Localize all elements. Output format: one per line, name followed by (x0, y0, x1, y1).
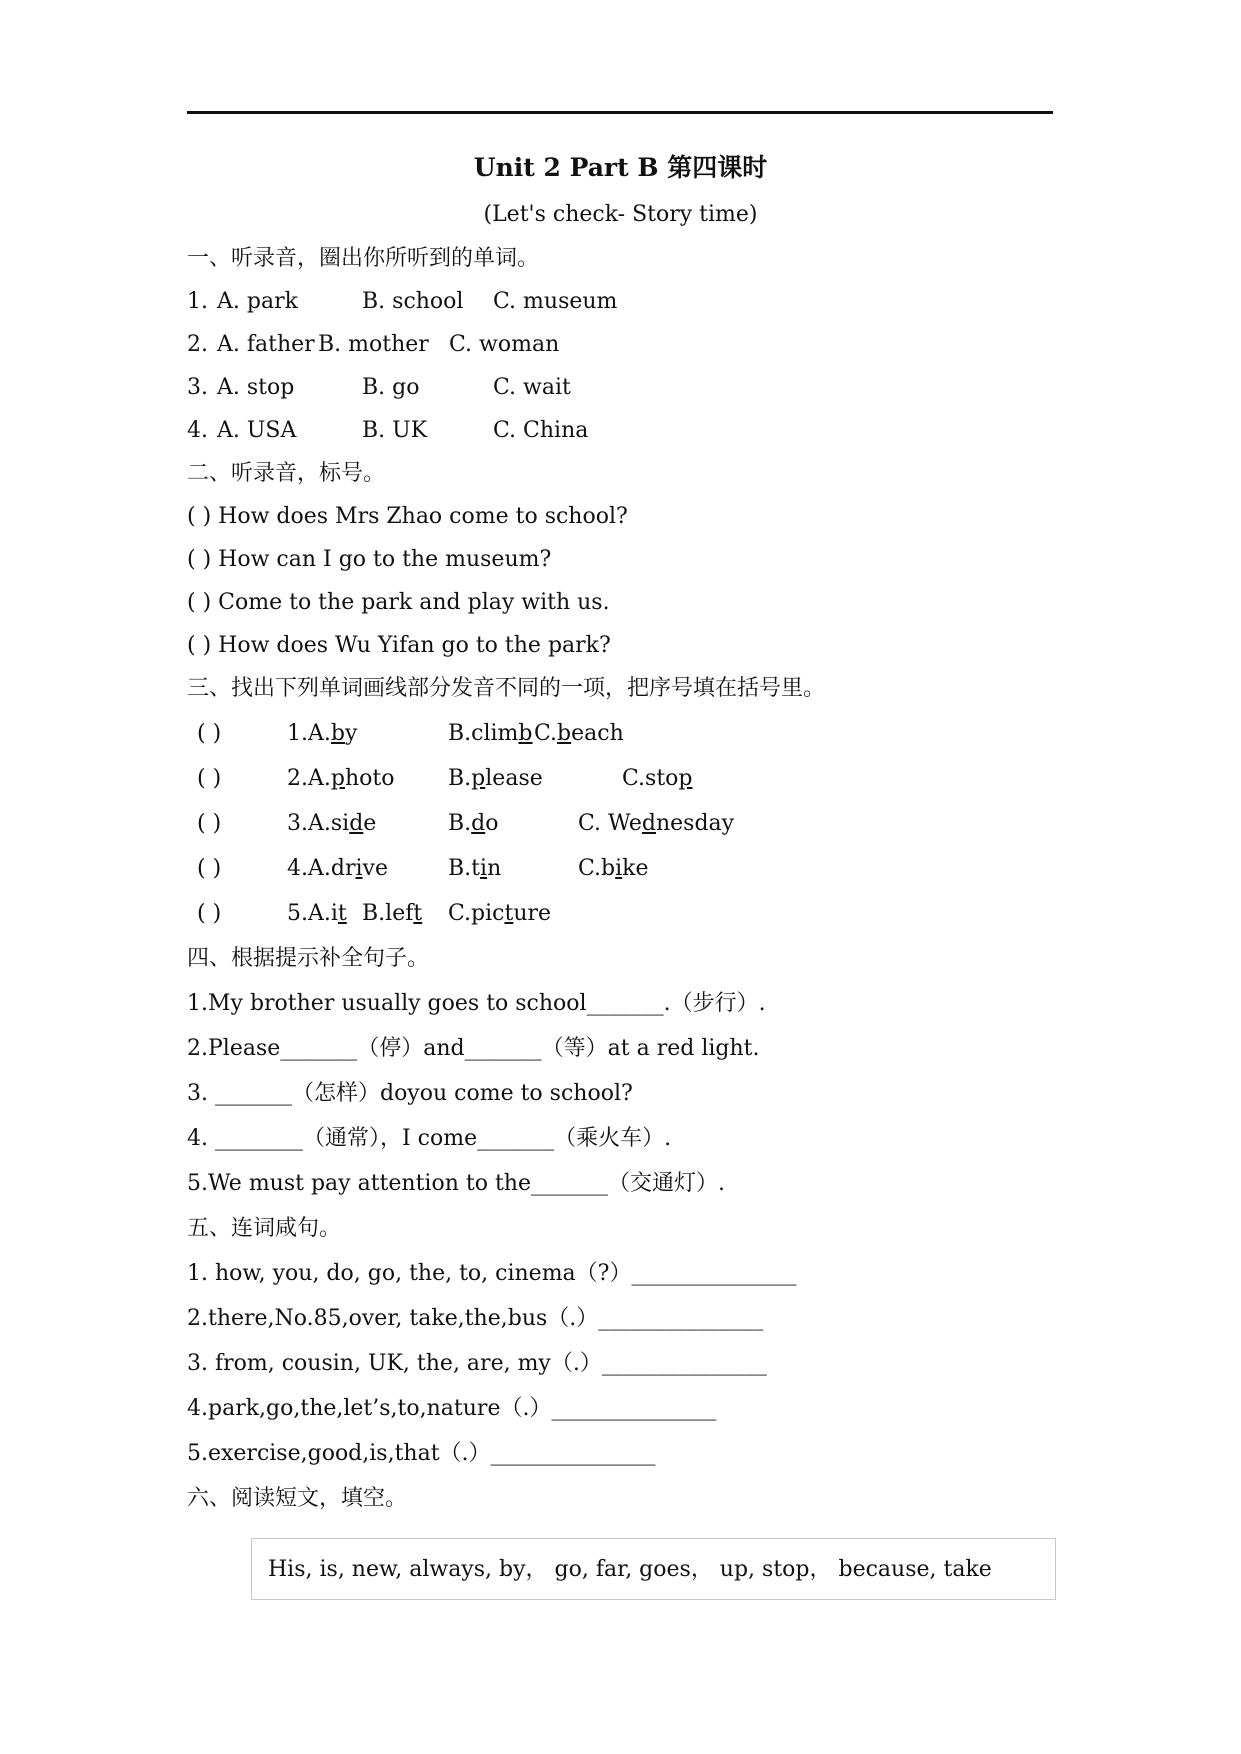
word-bank-box (251, 1538, 1056, 1600)
page-title: Unit 2 Part B 第四课时 (473, 153, 768, 182)
option-b: B.please (448, 766, 543, 791)
section-5-item: 1. how, you, do, go, the, to, cinema（?）_______________ (187, 1261, 797, 1286)
section-2-item: ( ) How does Wu Yifan go to the park? (187, 633, 611, 658)
section-5-item: 5.exercise,good,is,that（.）_______________ (187, 1441, 656, 1466)
option-c: C. Wednesday (578, 811, 735, 836)
item-number: 3. (187, 375, 208, 400)
option-a: A. father (217, 332, 315, 357)
option-c: C. wait (493, 375, 571, 400)
option-a: 5.A.it (287, 901, 347, 926)
section-4-heading: 四、根据提示补全句子。 (187, 946, 430, 971)
item-number: 2. (187, 332, 208, 357)
option-c: C. museum (493, 289, 618, 314)
item-number: 4. (187, 418, 208, 443)
option-a: A. USA (217, 418, 297, 443)
section-5-item: 3. from, cousin, UK, the, are, my（.）_______________ (187, 1351, 767, 1376)
option-a: 1.A.by (287, 721, 358, 746)
section-2-item: ( ) How does Mrs Zhao come to school? (187, 504, 628, 529)
item-number: 1. (187, 289, 208, 314)
answer-parentheses: ( ) (197, 721, 222, 746)
answer-parentheses: ( ) (197, 901, 222, 926)
option-b: B.left (362, 901, 423, 926)
answer-parentheses: ( ) (197, 811, 222, 836)
section-4-item: 4. ________（通常），I come_______（乘火车）. (187, 1126, 672, 1151)
section-6-heading: 六、阅读短文，填空。 (187, 1486, 408, 1511)
section-5-heading: 五、连词咸句。 (187, 1216, 342, 1241)
section-2-heading: 二、听录音，标号。 (187, 461, 386, 486)
page-subtitle: (Let's check- Story time) (483, 202, 758, 227)
section-4-item: 2.Please_______（停）and_______（等）at a red light. (187, 1036, 760, 1061)
option-c: C.stop (622, 766, 693, 791)
option-a: 3.A.side (287, 811, 377, 836)
section-4-item: 1.My brother usually goes to school_______.（步行）. (187, 991, 766, 1016)
option-b: B. mother (318, 332, 429, 357)
option-b: B.climb (448, 721, 533, 746)
section-5-item: 4.park,go,the,let’s,to,nature（.）_______________ (187, 1396, 717, 1421)
option-c: C.picture (448, 901, 552, 926)
option-a: 4.A.drive (287, 856, 388, 881)
section-5-item: 2.there,No.85,over, take,the,bus（.）_______________ (187, 1306, 764, 1331)
option-a: A. park (217, 289, 298, 314)
option-b: B. go (362, 375, 420, 400)
option-b: B. UK (362, 418, 428, 443)
header-rule (187, 111, 1053, 114)
option-a: A. stop (217, 375, 295, 400)
answer-parentheses: ( ) (197, 856, 222, 881)
section-2-item: ( ) How can I go to the museum? (187, 547, 552, 572)
option-c: C. China (493, 418, 589, 443)
option-c: C.beach (534, 721, 624, 746)
section-3-heading: 三、找出下列单词画线部分发音不同的一项，把序号填在括号里。 (187, 676, 826, 701)
option-a: 2.A.photo (287, 766, 395, 791)
answer-parentheses: ( ) (197, 766, 222, 791)
option-b: B.tin (448, 856, 502, 881)
section-2-item: ( ) Come to the park and play with us. (187, 590, 610, 615)
section-1-heading: 一、听录音，圈出你所听到的单词。 (187, 246, 540, 271)
section-4-item: 5.We must pay attention to the_______（交通灯）. (187, 1171, 725, 1196)
option-b: B. school (362, 289, 464, 314)
option-b: B.do (448, 811, 499, 836)
option-c: C. woman (449, 332, 560, 357)
option-c: C.bike (578, 856, 649, 881)
word-bank-text: His, is, new, always, by， go, far, goes， up, stop， because, take (268, 1557, 992, 1582)
section-4-item: 3. _______（怎样）doyou come to school? (187, 1081, 633, 1106)
